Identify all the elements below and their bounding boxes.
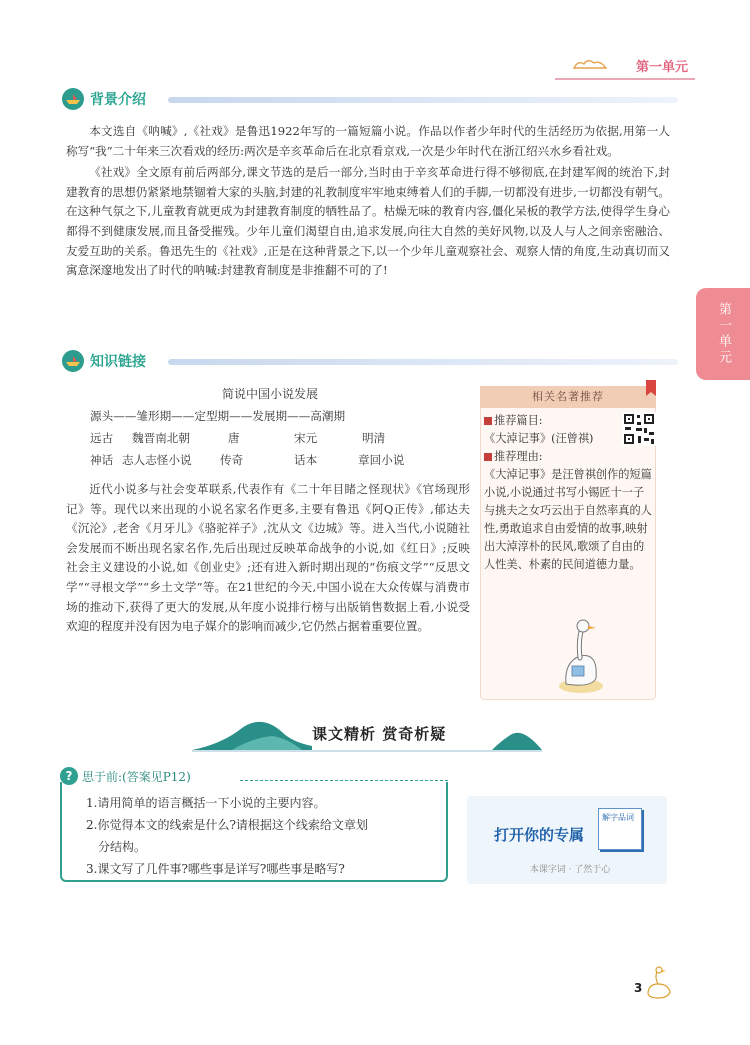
book-title: 《大淖记事》(汪曾祺)	[484, 432, 594, 445]
knowledge-section-header	[62, 350, 146, 372]
stage-cell: 远古	[90, 431, 114, 445]
think-title: 思于前:(答案见P12)	[82, 769, 191, 784]
bullet-icon	[484, 417, 492, 425]
question-item: 1.请用简单的语言概括一下小说的主要内容。	[86, 796, 326, 810]
background-paragraph-2: 《社戏》全文原有前后两部分,课文节选的是后一部分,当时由于辛亥革命进行得不够彻底,在封建军阀的统治下,封建教育的思想仍紧紧地禁锢着大家的头脑,封建的礼教制度牢牢地束缚着人们的手脚,一切都没有进步,一切都没有朝气。在这种气氛之下,儿童教育就更成为封建教育制度的牺牲品了。枯燥无味的教育内容,僵化呆板的教学方法,使得学生身心都得不到健康发展,而且备受摧残。少年儿童们渴望自由,追求发展,向往大自然的美好风物,以及人与人之间亲密融洽、友爱互助的关系。鲁迅先生的《社戏》,正是在这种背景之下,以一个少年儿童观察社会、观察人情的角度,生动真切而又寓意深邃地发出了时代的呐喊:封建教育制度是非推翻不可的了!	[66, 165, 670, 278]
book-label: 推荐篇目:	[494, 414, 543, 427]
knowledge-header-bar	[168, 359, 678, 365]
stage-cell: 明清	[362, 431, 386, 445]
background-title: 背景介绍	[90, 92, 146, 108]
bullet-icon	[484, 453, 492, 461]
stage-cell: 话本	[294, 453, 318, 467]
knowledge-subtitle: 简说中国小说发展	[221, 387, 318, 401]
goose-illustration	[558, 610, 604, 694]
question-icon: ?	[60, 767, 78, 785]
boat-icon	[62, 350, 84, 372]
stage-cell: 神话	[90, 453, 114, 467]
cloud-icon	[572, 58, 608, 70]
background-header-bar	[168, 97, 678, 103]
ad-title: 打开你的专属	[494, 826, 585, 844]
recommend-card-title: 相关名著推荐	[480, 386, 656, 408]
stage-cell: 传奇	[220, 453, 244, 467]
header-rule	[555, 78, 695, 80]
novel-stages	[90, 405, 470, 471]
recommend-reason: 《大淖记事》是汪曾祺创作的短篇小说,小说通过书写小锡匠十一子与挑夫之女巧云出于自然率真的人性,勇敢追求自由爱情的故事,映射出大淖淳朴的民风,歌颂了自由的人性美、朴素的民间道德力量。	[484, 468, 652, 571]
goose-icon	[644, 966, 674, 1000]
side-unit-tab[interactable]	[696, 288, 750, 380]
knowledge-paragraph: 近代小说多与社会变革联系,代表作有《二十年目睹之怪现状》《官场现形记》等。现代以来出现的小说名家名作更多,主要有鲁迅《阿Q正传》,郁达夫《沉沦》,老舍《月牙儿》《骆驼祥子》,沈从文《边城》等。进入当代,小说随社会发展而不断出现名家名作,先后出现过反映革命战争的小说,如《红日》;反映社会主义建设的小说,如《创业史》;还有进入新时期出现的“伤痕文学”“反思文学”“寻根文学”“乡土文学”等。在21世纪的今天,中国小说在大众传媒与消费市场的推动下,获得了更大的发展,从年度小说排行榜与出版销售数据上看,小说受欢迎的程度并没有因为电子媒介的影响而减少,它仍然占据着重要位置。	[66, 482, 470, 634]
recommend-book-block	[484, 412, 614, 466]
page-number: 3	[634, 981, 643, 995]
stages-row: 源头——雏形期——定型期——发展期——高潮期	[90, 409, 346, 423]
stage-cell: 志人志怪小说	[122, 453, 192, 467]
ad-subtitle: 本课字词 · 了然于心	[529, 865, 611, 875]
banner-title: 课文精析 赏奇析疑	[312, 725, 447, 743]
reason-label: 推荐理由:	[494, 450, 543, 463]
stage-cell: 唐	[228, 431, 240, 445]
think-questions	[86, 792, 436, 880]
background-section-header	[62, 88, 146, 110]
knowledge-text-left	[66, 480, 470, 637]
background-text	[66, 122, 670, 281]
background-paragraph-1: 本文选自《呐喊》,《社戏》是鲁迅1922年写的一篇短篇小说。作品以作者少年时代的生活经历为依据,用第一人称写“我”二十年来三次看戏的经历:两次是辛亥革命后在北京看京戏,一次是少年时代在浙江绍兴水乡看社戏。	[66, 124, 670, 158]
side-unit-tab-label: 第一单元	[716, 302, 731, 366]
bookmark-icon	[646, 380, 656, 396]
question-item: 分结构。	[98, 840, 147, 854]
qr-code-icon[interactable]	[622, 412, 656, 446]
stages-row	[90, 449, 470, 471]
question-item: 2.你觉得本文的线索是什么?请根据这个线索给文章划	[86, 818, 368, 832]
stages-row	[90, 427, 470, 449]
knowledge-title: 知识链接	[90, 354, 146, 370]
book-cover-icon	[598, 808, 642, 850]
stage-cell: 宋元	[294, 431, 318, 445]
stage-cell: 章回小说	[358, 453, 405, 467]
boat-icon	[62, 88, 84, 110]
unit-label: 第一单元	[635, 60, 688, 75]
book-cover-label: 解字品词	[602, 813, 634, 822]
question-item: 3.课文写了几件事?哪些事是详写?哪些事是略写?	[86, 862, 345, 876]
stage-cell: 魏晋南北朝	[132, 431, 190, 445]
